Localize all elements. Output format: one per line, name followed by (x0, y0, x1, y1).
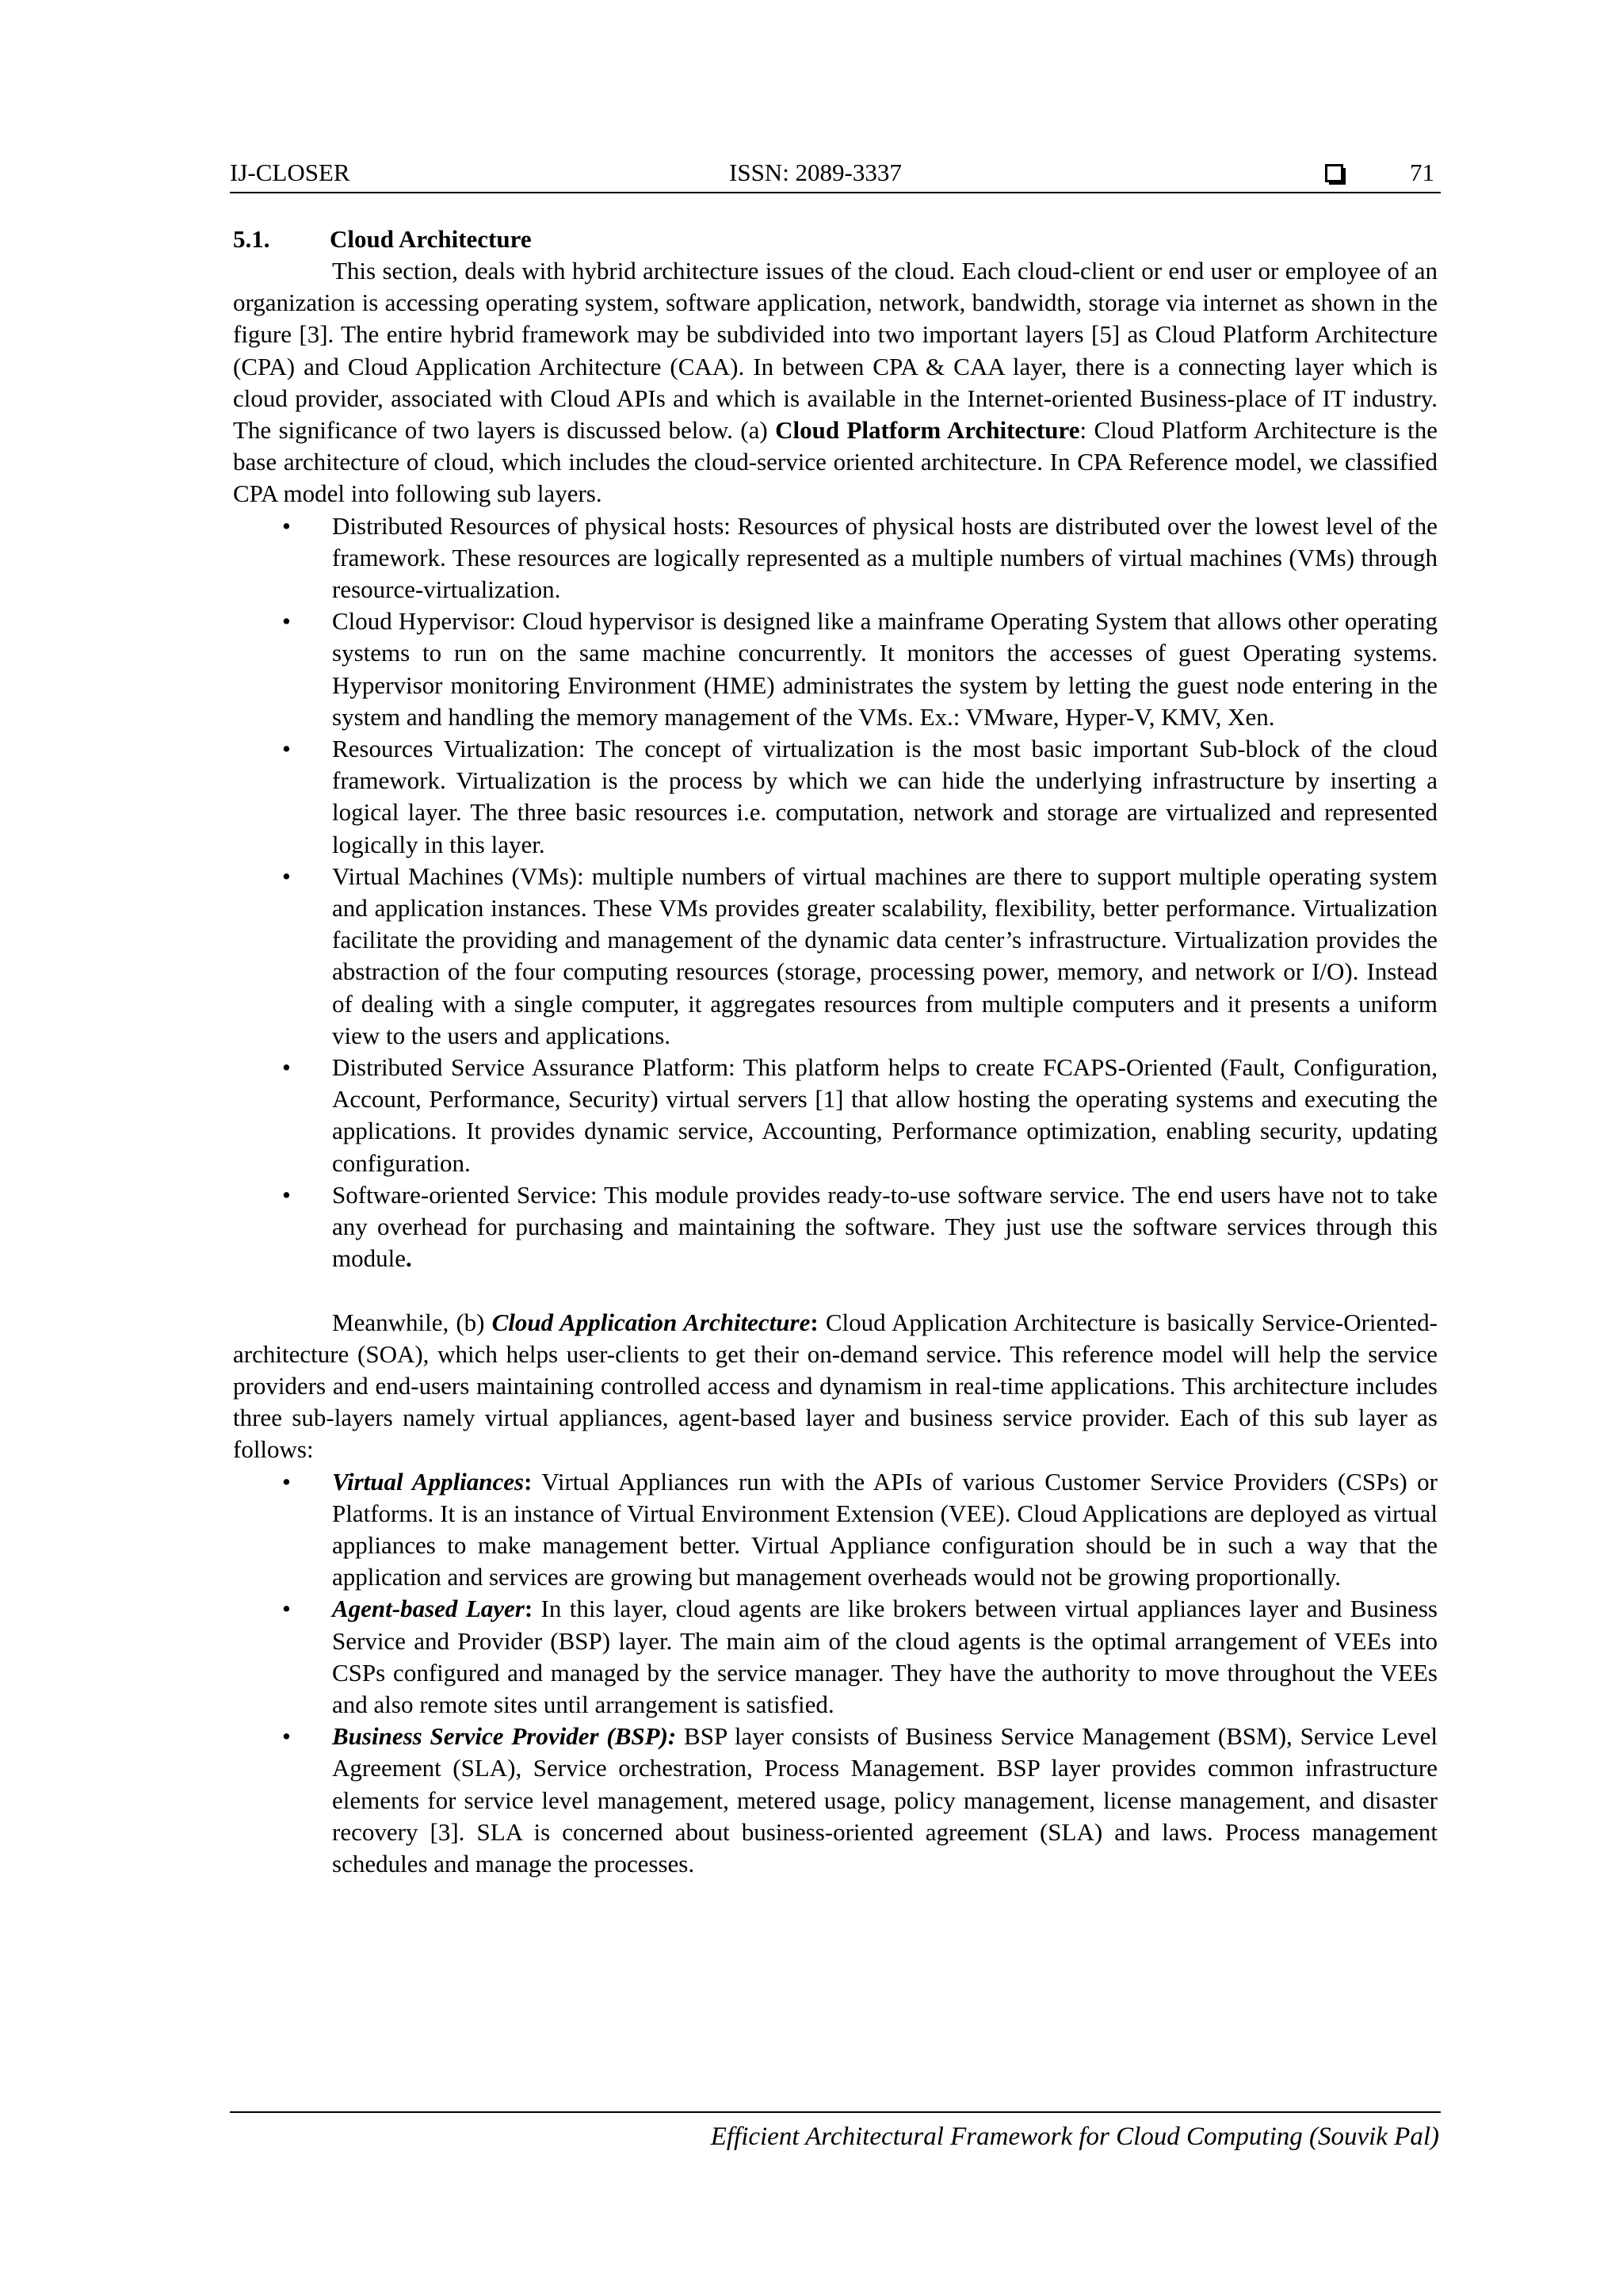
list-term: Agent-based Layer (332, 1595, 525, 1623)
running-header (230, 154, 1441, 193)
bullet-icon: • (282, 607, 291, 636)
list-item: • Virtual Machines (VMs): multiple numbers of virtual machines are there to support multiple operating system and application instances. These VMs provides greater scalability, flexibility, better performance. Virtualization facilitate the providing and management of the dynamic data center’s infrastructure. Virtualization provides the abstraction of the four computing resources (storage, processing power, memory, and network or I/O). Instead of dealing with a single computer, it aggregates resources from multiple computers and it presents a uniform view to the users and applications. (282, 861, 1438, 1049)
section-number: 5.1. (233, 225, 270, 253)
intro-paragraph: This section, deals with hybrid architecture issues of the cloud. Each cloud-client or end user or employee of an organization is accessing operating system, software application, network, bandwidth, storage via internet as shown in the figure [3]. The entire hybrid framework may be subdivided into two important layers [5] as Cloud Platform Architecture (CPA) and Cloud Application Architecture (CAA). In between CPA & CAA layer, there is a connecting layer which is cloud provider, associated with Cloud APIs and which is available in the Internet-oriented Business-place of IT industry. The significance of two layers is discussed below. (a) Cloud Platform Architecture: Cloud Platform Architecture is the base architecture of cloud, which includes the cloud-service oriented architecture. In CPA Reference model, we classified CPA model into following sub layers. (233, 257, 1438, 508)
caa-term: Cloud Application Architecture (491, 1308, 811, 1336)
bullet-icon: • (282, 1595, 291, 1623)
list-item: • Distributed Resources of physical hosts: Resources of physical hosts are distributed over the lowest level of the framework. These resources are logically represented as a multiple numbers of virtual machines (VMs) through resource-virtualization. (282, 511, 1438, 604)
section-title: Cloud Architecture (330, 225, 532, 253)
bullet-icon: • (282, 511, 291, 540)
list-item: • Cloud Hypervisor: Cloud hypervisor is designed like a mainframe Operating System that allows other operating systems to run on the same machine concurrently. It monitors the accesses of guest Operating systems. Hypervisor monitoring Environment (HME) administrates the system by letting the guest node entering in the system and handling the memory management of the VMs. Ex.: VMware, Hyper-V, KMV, Xen. (282, 607, 1438, 731)
running-footer: Efficient Architectural Framework for Cloud Computing (Souvik Pal) (710, 2122, 1439, 2151)
list-item: • Virtual Appliances: Virtual Appliances run with the APIs of various Customer Service Providers (CSPs) or Platforms. It is an instance of Virtual Environment Extension (VEE). Cloud Applications are deployed as virtual appliances to make management better. Virtual Appliance configuration should be in such a way that the application and services are growing but management overheads would not be growing proportionally. (282, 1467, 1438, 1591)
list-item: • Distributed Service Assurance Platform: This platform helps to create FCAPS-Oriented (Fault, Configuration, Account, Performance, Security) virtual servers [1] that allow hosting the operating systems and executing the applications. It provides dynamic service, Accounting, Performance optimization, enabling security, updating configuration. (282, 1053, 1438, 1177)
caa-sublayer-list (233, 1466, 1438, 1881)
square-box-icon (1325, 164, 1343, 182)
caa-paragraph: Meanwhile, (b) Cloud Application Architecture: Cloud Application Architecture is basically Service-Oriented-architecture (SOA), which helps user-clients to get their on-demand service. This reference model will help the service providers and end-users maintaining controlled access and dynamism in real-time applications. This architecture includes three sub-layers namely virtual appliances, agent-based layer and business service provider. Each of this sub layer as follows: (233, 1308, 1438, 1464)
bullet-icon: • (282, 1722, 291, 1751)
issn-label: ISSN: 2089-3337 (729, 159, 902, 186)
journal-name: IJ-CLOSER (230, 159, 350, 186)
bullet-icon: • (282, 735, 291, 763)
paragraph-gap (233, 1275, 1438, 1307)
list-term: Virtual Appliances (332, 1467, 525, 1496)
list-item: • Resources Virtualization: The concept of virtualization is the most basic important Sub-block of the cloud framework. Virtualization is the process by which we can hide the underlying infrastructure by inserting a logical layer. The three basic resources i.e. computation, network and storage are virtualized and represented logically in this layer. (282, 735, 1438, 858)
bullet-icon: • (282, 1180, 291, 1209)
body-text (233, 223, 1438, 1880)
bullet-icon: • (282, 861, 291, 890)
list-item: • Agent-based Layer: In this layer, cloud agents are like brokers between virtual appliances layer and Business Service and Provider (BSP) layer. The main aim of the cloud agents is the optimal arrangement of VEEs into CSPs configured and managed by the service manager. They have the authority to move throughout the VEEs and also remote sites until arrangement is satisfied. (282, 1595, 1438, 1718)
bullet-icon: • (282, 1053, 291, 1082)
list-item: • Software-oriented Service: This module provides ready-to-use software service. The end users have not to take any overhead for purchasing and maintaining the software. They just use the software services through this module. (282, 1180, 1438, 1273)
cpa-sublayer-list (233, 510, 1438, 1275)
footer-rule (230, 2111, 1441, 2113)
list-term: Business Service Provider (BSP): (332, 1722, 677, 1751)
page-number: 71 (1410, 159, 1434, 186)
section-heading (233, 223, 1438, 255)
cpa-term: Cloud Platform Architecture (775, 416, 1080, 445)
list-item: • Business Service Provider (BSP): BSP layer consists of Business Service Management (BSM), Service Level Agreement (SLA), Service orchestration, Process Management. BSP layer provides common infrastructure elements for service level management, metered usage, policy management, license management, and disaster recovery [3]. SLA is concerned about business-oriented agreement (SLA) and laws. Process management schedules and manage the processes. (282, 1722, 1438, 1878)
bullet-icon: • (282, 1467, 291, 1496)
